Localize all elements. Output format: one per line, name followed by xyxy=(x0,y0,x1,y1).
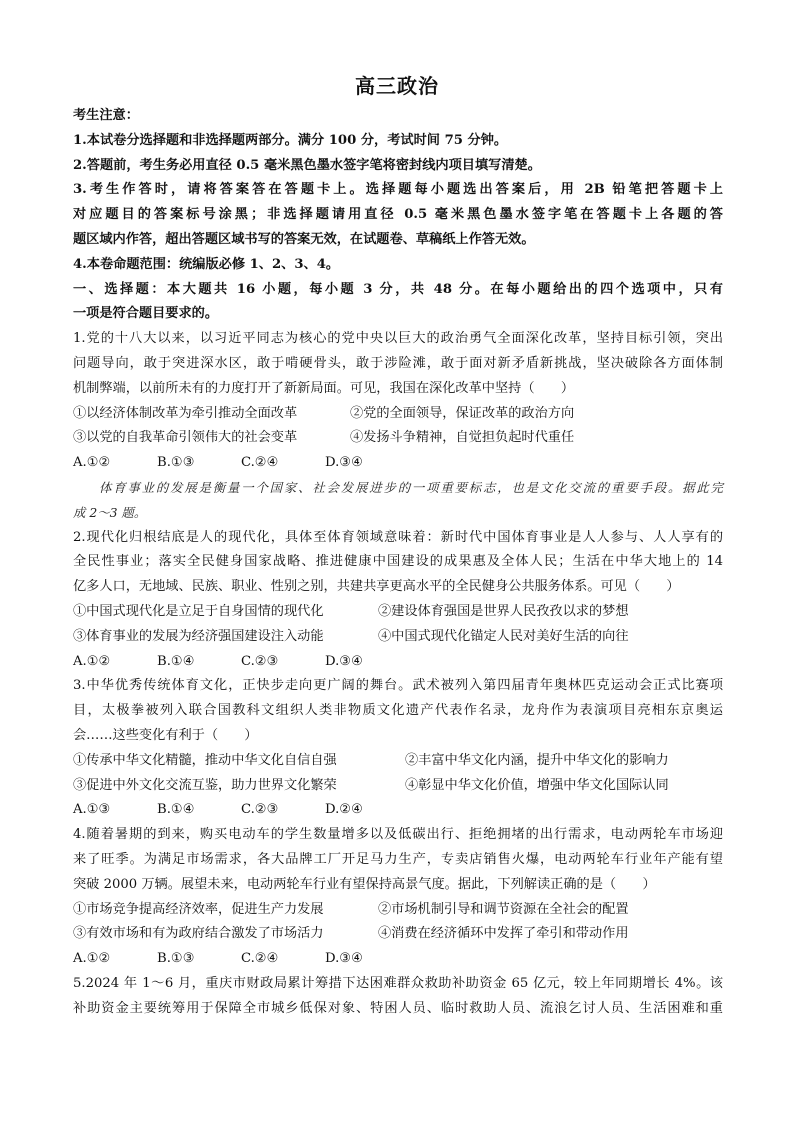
option: ④彰显中华文化价值，增强中华文化国际认同 xyxy=(405,777,669,793)
notice-line: 题区域内作答，超出答题区域书写的答案无效，在试题卷、草稿纸上作答无效。 xyxy=(73,231,535,247)
option: ①以经济体制改革为牵引推动全面改革 xyxy=(73,405,298,421)
answer-choice: B.①④ xyxy=(157,653,195,669)
question-stem: 补助资金主要统筹用于保障全市城乡低保对象、特困人员、临时救助人员、流浪乞讨人员、生活困难和重 xyxy=(73,1000,723,1016)
option: ③以党的自我革命引领伟大的社会变革 xyxy=(73,430,298,446)
question-stem: 机制弊端，以前所未有的力度打开了新新局面。可见，我国在深化改革中坚持（ ） xyxy=(73,380,575,396)
answer-choice: D.③④ xyxy=(325,653,363,669)
option: ④消费在经济循环中发挥了牵引和带动作用 xyxy=(378,926,629,942)
question-stem: 突破 2000 万辆。展望未来，电动两轮车行业有望保持高景气度。据此，下列解读正确的是（ ） xyxy=(73,876,656,892)
option: ②市场机制引导和调节资源在全社会的配置 xyxy=(378,901,629,917)
option-row xyxy=(73,402,723,427)
option-row xyxy=(73,922,723,947)
section-heading: 一项是符合题目要求的。 xyxy=(73,306,219,322)
answer-choice: D.③④ xyxy=(325,951,363,967)
question-stem: 1.党的十八大以来，以习近平同志为核心的党中央以巨大的政治勇气全面深化改革，坚持目标引领，突出 xyxy=(73,331,723,347)
question-stem: 2.现代化归根结底是人的现代化，具体至体育领域意味着：新时代中国体育事业是人人参与、人人享有的 xyxy=(73,529,723,545)
option: ①传承中华文化精髓，推动中华文化自信自强 xyxy=(73,752,337,768)
material-text: 体育事业的发展是衡量一个国家、社会发展进步的一项重要标志，也是文化交流的重要手段。据此完 xyxy=(99,479,723,495)
material-text: 成 2～3 题。 xyxy=(73,504,147,520)
option-row xyxy=(73,600,723,625)
option-row xyxy=(73,749,723,774)
section-heading: 一、选择题：本大题共 16 小题，每小题 3 分，共 48 分。在每小题给出的四个选项中，只有 xyxy=(73,281,723,297)
option: ④发扬斗争精神，自觉担负起时代重任 xyxy=(350,430,575,446)
answer-choice: D.②④ xyxy=(325,802,363,818)
answer-choices xyxy=(73,798,723,823)
option-row xyxy=(73,898,723,923)
answer-choice: C.②④ xyxy=(241,951,279,967)
option: ③体育事业的发展为经济强国建设注入动能 xyxy=(73,628,324,644)
option-row xyxy=(73,625,723,650)
answer-choices xyxy=(73,650,723,675)
question-stem: 5.2024 年 1～6 月，重庆市财政局累计筹措下达困难群众救助补助资金 65 亿元，较上年同期增长 4%。该 xyxy=(73,975,723,991)
answer-choice: A.①② xyxy=(73,455,111,471)
question-stem: 亿多人口，无地域、民族、职业、性别之别，共建共享更高水平的全民健身公共服务体系。可见（ ） xyxy=(73,579,680,595)
notice-line: 3.考生作答时，请将答案答在答题卡上。选择题每小题选出答案后，用 2B 铅笔把答题卡上 xyxy=(73,182,723,198)
notice-line: 1.本试卷分选择题和非选择题两部分。满分 100 分，考试时间 75 分钟。 xyxy=(73,132,508,148)
question-stem: 会……这些变化有利于（ ） xyxy=(73,727,258,743)
answer-choice: C.②③ xyxy=(241,802,279,818)
option-row xyxy=(73,774,723,799)
answer-choices xyxy=(73,451,723,476)
notice-line: 对应题目的答案标号涂黑；非选择题请用直径 0.5 毫米黑色墨水签字笔在答题卡上各题的答 xyxy=(73,207,723,223)
option: ④中国式现代化锚定人民对美好生活的向往 xyxy=(378,628,629,644)
answer-choice: A.①② xyxy=(73,951,111,967)
option: ②丰富中华文化内涵，提升中华文化的影响力 xyxy=(405,752,669,768)
answer-choice: B.①③ xyxy=(157,455,195,471)
option: ①中国式现代化是立足于自身国情的现代化 xyxy=(73,603,324,619)
exam-content xyxy=(73,104,723,1021)
answer-choice: A.①② xyxy=(73,653,111,669)
answer-choice: A.①③ xyxy=(73,802,111,818)
question-stem: 3.中华优秀传统体育文化，正快步走向更广阔的舞台。武术被列入第四届青年奥林匹克运动会正式比赛项 xyxy=(73,678,723,694)
notice-line: 4.本卷命题范围：统编版必修 1、2、3、4。 xyxy=(73,256,340,272)
question-stem: 问题导向，敢于突进深水区，敢于啃硬骨头，敢于涉险滩，敢于面对新矛盾新挑战，坚决破除各方面体制 xyxy=(73,355,723,371)
option: ③促进中外文化交流互鉴，助力世界文化繁荣 xyxy=(73,777,337,793)
notice-line: 2.答题前，考生务必用直径 0.5 毫米黑色墨水签字笔将密封线内项目填写清楚。 xyxy=(73,157,541,173)
page-title: 高三政治 xyxy=(355,74,439,98)
answer-choice: B.①③ xyxy=(157,951,195,967)
answer-choice: C.②③ xyxy=(241,653,279,669)
option: ②党的全面领导，保证改革的政治方向 xyxy=(350,405,575,421)
question-stem: 全民性事业；落实全民健身国家战略、推进健康中国建设的成果惠及全体人民；生活在中华大地上的 14 xyxy=(73,554,723,570)
answer-choice: D.③④ xyxy=(325,455,363,471)
option-row xyxy=(73,426,723,451)
option: ①市场竞争提高经济效率，促进生产力发展 xyxy=(73,901,324,917)
question-stem: 来了旺季。为满足市场需求，各大品牌工厂开足马力生产，专卖店销售火爆，电动两轮车行业年产能有望 xyxy=(73,851,723,867)
option: ③有效市场和有为政府结合激发了市场活力 xyxy=(73,926,324,942)
question-stem: 4.随着暑期的到来，购买电动车的学生数量增多以及低碳出行、拒绝拥堵的出行需求，电动两轮车市场迎 xyxy=(73,827,723,843)
notice-heading: 考生注意： xyxy=(73,108,139,123)
option: ②建设体育强国是世界人民孜孜以求的梦想 xyxy=(378,603,629,619)
answer-choices xyxy=(73,947,723,972)
question-stem: 目，太极拳被列入联合国教科文组织人类非物质文化遗产代表作名录，龙舟作为表演项目亮相东京奥运 xyxy=(73,703,723,719)
answer-choice: C.②④ xyxy=(241,455,279,471)
answer-choice: B.①④ xyxy=(157,802,195,818)
